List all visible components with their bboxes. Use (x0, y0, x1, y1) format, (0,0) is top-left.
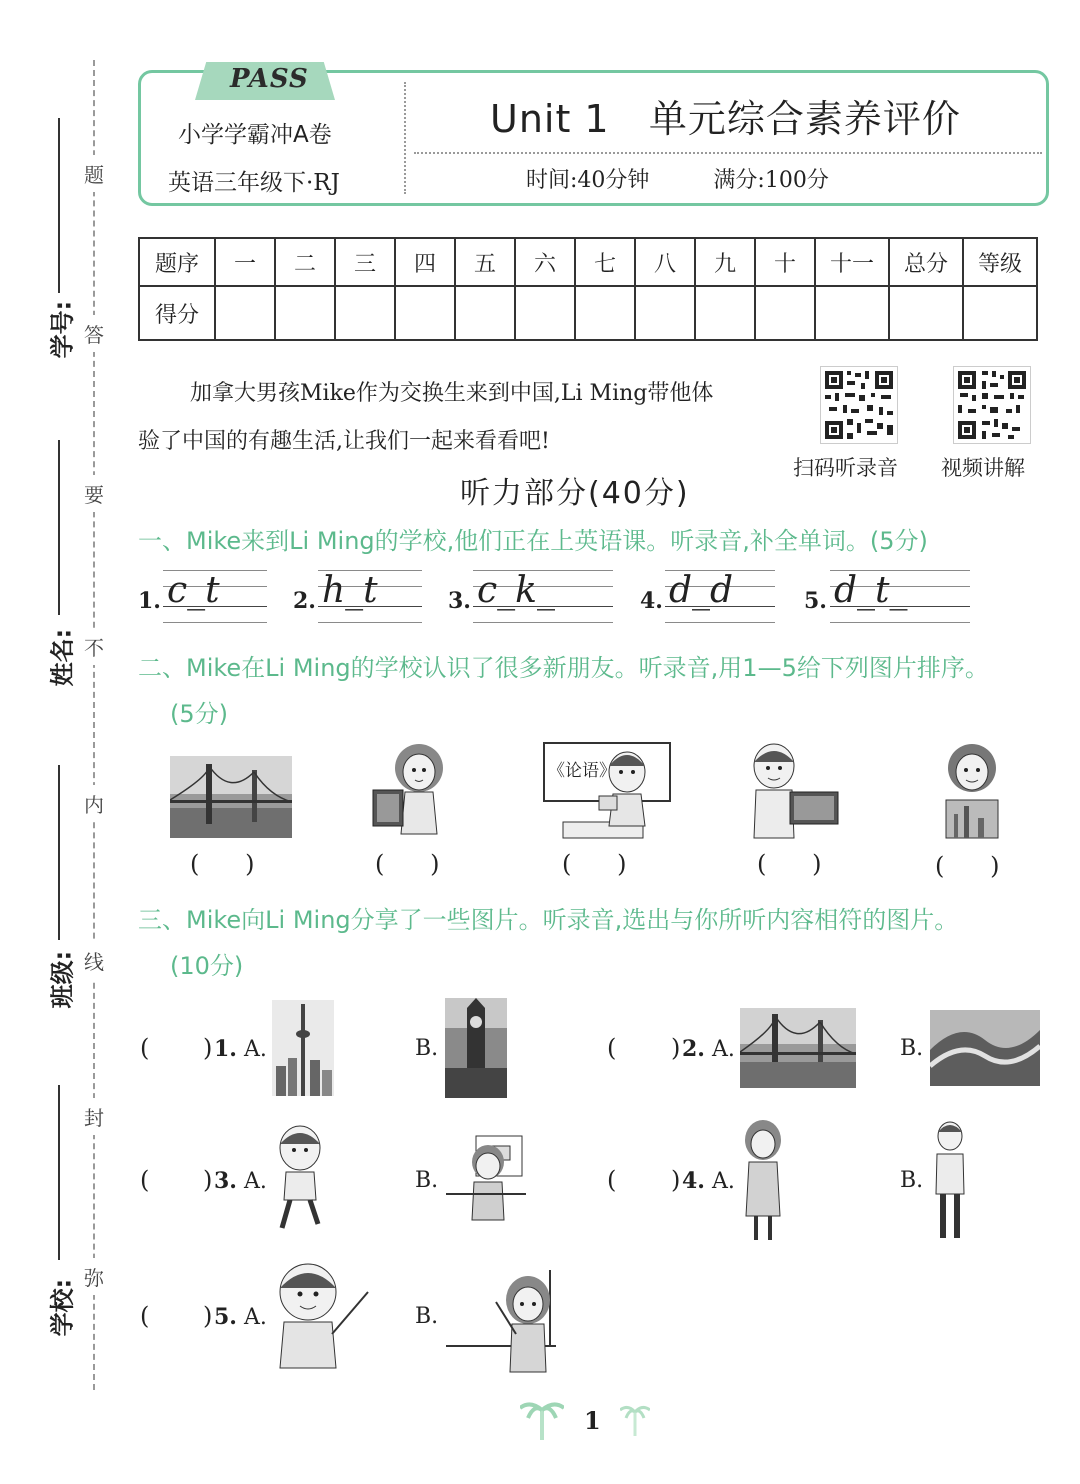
golden-gate-bridge-option-image (740, 1008, 856, 1088)
boy-teacher-with-pointer-illustration (272, 1262, 372, 1370)
q3-paren-open[interactable]: ( (607, 1034, 617, 1062)
qr-video-label: 视频讲解 (941, 456, 1025, 480)
full-score: 满分:100分 (713, 168, 829, 193)
cn-tower-image (272, 1000, 334, 1096)
score-table-header: 八 (635, 238, 695, 286)
q1-item-number: 3. (448, 588, 471, 614)
qr-code-video-icon[interactable] (953, 366, 1031, 444)
q3-paren-close: ) (203, 1302, 213, 1330)
series-name: 小学学霸冲A卷 (178, 122, 332, 148)
q2-answer-paren[interactable]: ( ) (935, 852, 1000, 880)
score-cell[interactable] (515, 286, 575, 340)
intro-line-1: 加拿大男孩Mike作为交换生来到中国,Li Ming带他体 (190, 381, 714, 406)
q1-word: c_k_ (477, 570, 555, 611)
q3-item-label: 5. A. (214, 1304, 267, 1330)
exam-info (526, 163, 829, 194)
seal-char-mi: 弥 (80, 1258, 108, 1295)
q1-item-number: 5. (804, 588, 827, 614)
intro-line-2: 验了中国的有趣生活,让我们一起来看看吧! (138, 429, 550, 454)
score-table-header: 十一 (815, 238, 889, 286)
class-underline (58, 765, 60, 940)
page-number: 1 (584, 1406, 601, 1435)
golden-gate-bridge-image (170, 756, 292, 838)
q1-item-number: 4. (640, 588, 663, 614)
score-table-header: 题序 (139, 238, 215, 286)
girl-with-photo-illustration (371, 742, 451, 838)
q1-writing-lines[interactable] (318, 568, 422, 622)
score-table (138, 237, 1038, 341)
q1-item-number: 1. (138, 588, 161, 614)
score-table-header: 七 (575, 238, 635, 286)
q1-word: d_d (669, 570, 734, 611)
school-underline (58, 1085, 60, 1260)
q3-option-b: B. (415, 1036, 439, 1061)
score-cell[interactable] (889, 286, 963, 340)
big-ben-image (445, 998, 507, 1098)
binding-dashed-line (93, 60, 95, 1390)
question-3-heading: 三、Mike向Li Ming分享了一些图片。听录音,选出与你所听内容相符的图片。 (138, 906, 959, 934)
name-underline (58, 440, 60, 615)
palm-tree-icon (520, 1396, 564, 1440)
q3-option-b: B. (415, 1168, 439, 1193)
q3-item-label: 3. A. (214, 1168, 267, 1194)
header-divider (404, 82, 406, 194)
score-table-header: 五 (455, 238, 515, 286)
score-cell[interactable] (335, 286, 395, 340)
score-table-header: 等级 (963, 238, 1037, 286)
question-2-score: (5分) (170, 700, 228, 728)
name-label: 姓名: (48, 628, 77, 687)
question-3-score: (10分) (170, 952, 244, 980)
small-palm-tree-icon (620, 1402, 650, 1436)
girl-with-city-photo-illustration (940, 744, 1004, 840)
blackboard-text: 《论语》 (548, 761, 616, 781)
score-table-header: 三 (335, 238, 395, 286)
q2-answer-paren[interactable]: ( ) (375, 850, 440, 878)
score-cell[interactable] (963, 286, 1037, 340)
seal-char-da: 答 (80, 315, 108, 352)
student-id-label: 学号: (48, 300, 77, 359)
header-divider-horizontal (414, 152, 1042, 154)
seal-char-ti: 题 (80, 155, 108, 192)
score-cell[interactable] (275, 286, 335, 340)
q3-paren-open[interactable]: ( (140, 1034, 150, 1062)
score-table-header: 四 (395, 238, 455, 286)
seal-char-nei: 内 (80, 785, 108, 822)
q2-answer-paren[interactable]: ( ) (757, 850, 822, 878)
score-cell[interactable] (215, 286, 275, 340)
q3-item-label: 2. A. (682, 1036, 735, 1062)
q3-paren-close: ) (203, 1034, 213, 1062)
q2-answer-paren[interactable]: ( ) (562, 850, 627, 878)
q1-writing-lines[interactable] (830, 568, 970, 622)
page-title: Unit 1 单元综合素养评价 (490, 97, 961, 141)
question-2-heading: 二、Mike在Li Ming的学校认识了很多新朋友。听录音,用1—5给下列图片排序。 (138, 654, 989, 682)
q3-item-label: 4. A. (682, 1168, 735, 1194)
brand-logo: PASS (230, 64, 309, 94)
running-boy-illustration (272, 1124, 330, 1232)
girl-teacher-with-pointer-illustration (446, 1270, 556, 1374)
q3-option-b: B. (415, 1304, 439, 1329)
time-limit: 时间:40分钟 (526, 168, 650, 193)
score-table-header: 一 (215, 238, 275, 286)
score-cell[interactable] (575, 286, 635, 340)
tall-girl-illustration (740, 1120, 786, 1242)
girl-at-window-illustration (446, 1132, 526, 1222)
qr-audio-label: 扫码听录音 (793, 456, 898, 480)
seal-char-bu: 不 (80, 628, 108, 665)
boy-with-photo-illustration (746, 742, 842, 840)
q3-paren-close: ) (671, 1034, 681, 1062)
q3-paren-open[interactable]: ( (140, 1302, 150, 1330)
score-cell[interactable] (755, 286, 815, 340)
tall-boy-illustration (932, 1120, 968, 1240)
score-cell[interactable] (635, 286, 695, 340)
q1-writing-lines[interactable] (163, 568, 267, 622)
q1-word: c_t (167, 570, 220, 611)
score-table-header: 总分 (889, 238, 963, 286)
q3-option-b: B. (900, 1168, 924, 1193)
seal-char-yao: 要 (80, 475, 108, 512)
q1-item-number: 2. (293, 588, 316, 614)
class-label: 班级: (48, 950, 77, 1009)
score-table-header: 二 (275, 238, 335, 286)
q1-writing-lines[interactable] (665, 568, 775, 622)
score-cell[interactable] (395, 286, 455, 340)
score-row-label: 得分 (139, 286, 215, 340)
q3-paren-open[interactable]: ( (607, 1166, 617, 1194)
grade-label: 英语三年级下·RJ (168, 170, 340, 196)
score-cell[interactable] (815, 286, 889, 340)
q2-answer-paren[interactable]: ( ) (190, 850, 255, 878)
q3-paren-close: ) (671, 1166, 681, 1194)
school-label: 学校: (48, 1278, 77, 1337)
q3-paren-close: ) (203, 1166, 213, 1194)
great-wall-image (930, 1010, 1040, 1086)
score-table-header: 十 (755, 238, 815, 286)
student-id-underline (58, 118, 60, 293)
qr-code-audio-icon[interactable] (820, 366, 898, 444)
q3-paren-open[interactable]: ( (140, 1166, 150, 1194)
q3-item-label: 1. A. (214, 1036, 267, 1062)
q1-word: d_t_ (834, 570, 908, 611)
score-table-header: 六 (515, 238, 575, 286)
seal-char-xian: 线 (80, 942, 108, 979)
listening-section-title: 听力部分(40分) (460, 476, 690, 511)
q3-option-b: B. (900, 1036, 924, 1061)
q1-word: h_t (322, 570, 378, 611)
seal-char-feng: 封 (80, 1098, 108, 1135)
score-table-header: 九 (695, 238, 755, 286)
q1-writing-lines[interactable] (473, 568, 613, 622)
score-cell[interactable] (455, 286, 515, 340)
question-1-heading: 一、Mike来到Li Ming的学校,他们正在上英语课。听录音,补全单词。(5分) (138, 527, 928, 555)
score-cell[interactable] (695, 286, 755, 340)
